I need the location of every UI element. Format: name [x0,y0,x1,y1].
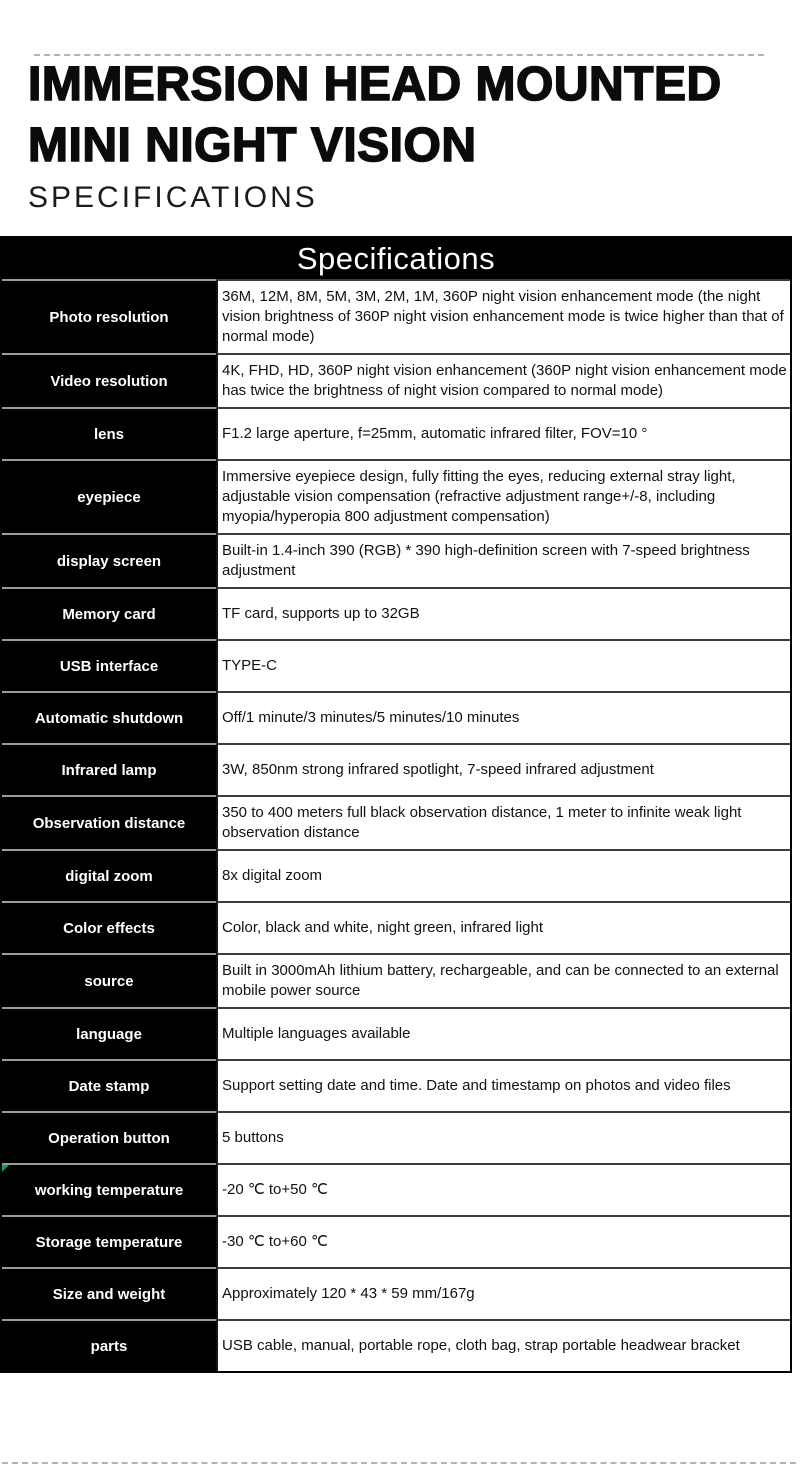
spec-label: lens [93,425,124,443]
spec-value-cell [216,953,790,1007]
spec-value: TF card, supports up to 32GB [222,605,420,622]
spec-label: Color effects [63,919,155,937]
spec-value: F1.2 large aperture, f=25mm, automatic infrared filter, FOV=10 ° [222,425,648,442]
spec-value: 36M, 12M, 8M, 5M, 3M, 2M, 1M, 360P night vision enhancement mode (the night vision brightness of 360P night vision enhancement mode is twice higher than that of normal mode) [222,288,784,345]
spec-value-cell [216,639,790,691]
spec-label-cell [2,743,216,795]
spec-label: Photo resolution [49,308,169,326]
spec-value-cell [216,901,790,953]
spec-label: digital zoom [65,867,153,885]
spec-value-cell [216,795,790,849]
spec-value: 4K, FHD, HD, 360P night vision enhancement (360P night vision enhancement mode has twice the brightness of night vision compared to normal mode) [222,362,787,399]
table-header: Specifications [2,239,790,279]
top-border-line [34,54,764,56]
spec-table-row [2,1059,790,1111]
spec-value-cell [216,279,790,353]
page-title-line1: IMMERSION HEAD MOUNTED [28,58,722,111]
spec-label-cell [2,639,216,691]
spec-label: source [84,972,134,990]
page-title [28,54,800,176]
spec-value-cell [216,1163,790,1215]
spec-label: Date stamp [68,1077,150,1095]
spec-table-row [2,1007,790,1059]
spec-value-cell [216,587,790,639]
spec-value: -20 ℃ to+50 ℃ [222,1181,328,1198]
spec-label-cell [2,1215,216,1267]
page-title-line2: MINI NIGHT VISION [28,119,477,172]
spec-label-cell [2,353,216,407]
spec-label-cell [2,953,216,1007]
title-block [28,54,800,215]
spec-table-row [2,1163,790,1215]
spec-label: Size and weight [52,1285,166,1303]
spec-table-row [2,459,790,533]
spec-table-row [2,743,790,795]
spec-label-cell [2,1267,216,1319]
spec-value: Immersive eyepiece design, fully fitting the eyes, reducing external stray light, adjustable vision compensation (refractive adjustment range+/-8, including myopia/hyperopia 800 adjustment compensation) [222,468,736,525]
spec-value-cell [216,1059,790,1111]
spec-value: 5 buttons [222,1129,284,1146]
spec-value: Off/1 minute/3 minutes/5 minutes/10 minutes [222,709,520,726]
spec-label-cell [2,1163,216,1215]
spec-table-row [2,901,790,953]
bottom-border-line [2,1462,796,1464]
spec-value: Support setting date and time. Date and timestamp on photos and video files [222,1077,731,1094]
specifications-table [0,236,792,1373]
spec-label: Automatic shutdown [34,709,184,727]
spec-label-cell [2,1111,216,1163]
spec-label: language [76,1025,142,1043]
spec-table-row [2,1267,790,1319]
spec-table-row [2,849,790,901]
spec-label: Storage temperature [35,1233,183,1251]
page-subtitle: SPECIFICATIONS [28,181,318,214]
spec-label-cell [2,1007,216,1059]
spec-table-row [2,1215,790,1267]
spec-label: working temperature [34,1181,184,1199]
spec-value: Color, black and white, night green, infrared light [222,919,544,936]
spec-label-cell [2,279,216,353]
spec-label-cell [2,533,216,587]
spec-table-row [2,953,790,1007]
spec-table-row [2,279,790,353]
spec-label-cell [2,901,216,953]
spec-table-row [2,407,790,459]
spec-table-row [2,587,790,639]
spec-value: Built in 3000mAh lithium battery, rechargeable, and can be connected to an external mobile power source [222,962,779,999]
spec-value: 350 to 400 meters full black observation distance, 1 meter to infinite weak light observation distance [222,804,742,841]
spec-label-cell [2,407,216,459]
spec-label: parts [90,1337,128,1355]
spec-label: eyepiece [77,488,141,506]
spec-value: Approximately 120 * 43 * 59 mm/167g [222,1285,475,1302]
spec-value: 8x digital zoom [222,867,323,884]
spec-label-cell [2,1059,216,1111]
spec-value-cell [216,691,790,743]
spec-table-row [2,639,790,691]
spec-value-cell [216,533,790,587]
spec-label: Infrared lamp [61,761,157,779]
spec-value-cell [216,1319,790,1371]
spec-label-cell [2,587,216,639]
spec-table-row [2,533,790,587]
spec-table-row [2,1319,790,1371]
spec-value: Multiple languages available [222,1025,411,1042]
spec-label: Observation distance [32,814,186,832]
spec-label: display screen [56,552,162,570]
spec-value: USB cable, manual, portable rope, cloth bag, strap portable headwear bracket [222,1337,740,1354]
spec-value: 3W, 850nm strong infrared spotlight, 7-speed infrared adjustment [222,761,654,778]
spec-value-cell [216,1007,790,1059]
spec-label: USB interface [59,657,159,675]
spec-value: Built-in 1.4-inch 390 (RGB) * 390 high-definition screen with 7-speed brightness adjustment [222,542,750,579]
spec-value-cell [216,407,790,459]
spec-value-cell [216,1267,790,1319]
spec-label-cell [2,691,216,743]
table-body [2,279,790,1371]
spec-label-cell [2,459,216,533]
spec-label-cell [2,849,216,901]
green-corner-marker-icon [2,1165,9,1172]
spec-value-cell [216,459,790,533]
spec-label: Memory card [62,605,156,623]
spec-value-cell [216,1215,790,1267]
spec-table-row [2,1111,790,1163]
spec-label: Operation button [48,1129,170,1147]
spec-value: -30 ℃ to+60 ℃ [222,1233,328,1250]
spec-table-row [2,691,790,743]
spec-table-row [2,353,790,407]
spec-value-cell [216,849,790,901]
spec-value-cell [216,1111,790,1163]
spec-label-cell [2,1319,216,1371]
spec-value-cell [216,353,790,407]
spec-table-row [2,795,790,849]
spec-value-cell [216,743,790,795]
spec-value: TYPE-C [222,657,278,674]
spec-label: Video resolution [50,372,168,390]
spec-label-cell [2,795,216,849]
